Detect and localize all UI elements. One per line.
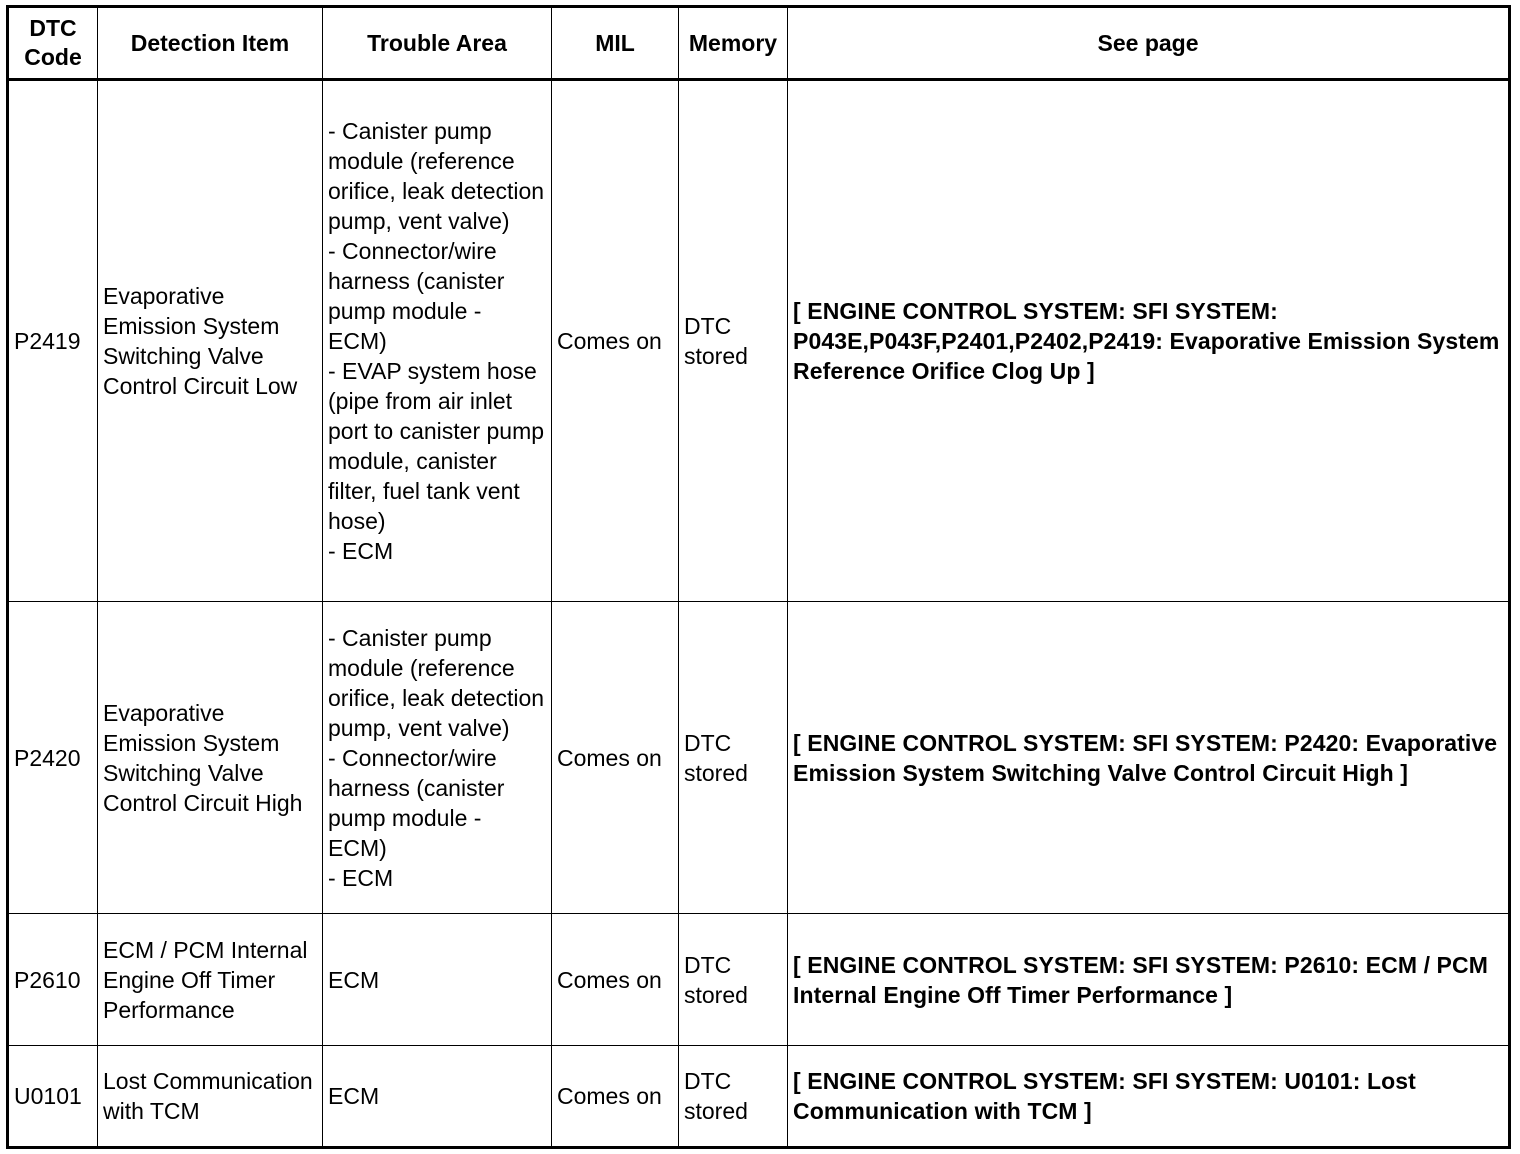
- trouble-area-line: - ECM: [328, 864, 394, 891]
- table-row: [8, 1046, 1510, 1148]
- trouble-area-cell: [323, 602, 552, 914]
- detection-item-cell: Lost Communication with TCM: [98, 1046, 323, 1148]
- dtc-table: [6, 5, 1511, 1149]
- see-page-link[interactable]: [ ENGINE CONTROL SYSTEM: SFI SYSTEM: U0101: Lost Communication with TCM ]: [788, 1046, 1510, 1148]
- trouble-area-line: - ECM: [328, 538, 394, 564]
- trouble-area-line: ECM: [328, 966, 380, 993]
- memory-cell: DTC stored: [679, 914, 788, 1046]
- trouble-area-line: - Canister pump module (reference orifice, leak detection pump, vent valve): [328, 118, 545, 234]
- header-detection-item: Detection Item: [98, 7, 323, 80]
- memory-cell: DTC stored: [679, 1046, 788, 1148]
- table-row: [8, 602, 1510, 914]
- memory-cell: DTC stored: [679, 602, 788, 914]
- dtc-code-cell: P2610: [8, 914, 98, 1046]
- trouble-area-line: ECM: [328, 1083, 380, 1109]
- header-mil: MIL: [552, 7, 679, 80]
- trouble-area-cell: [323, 914, 552, 1046]
- mil-cell: Comes on: [552, 80, 679, 602]
- header-memory: Memory: [679, 7, 788, 80]
- table-row: [8, 914, 1510, 1046]
- header-see-page: See page: [788, 7, 1510, 80]
- header-dtc-code: DTC Code: [8, 7, 98, 80]
- trouble-area-cell: [323, 1046, 552, 1148]
- see-page-link[interactable]: [ ENGINE CONTROL SYSTEM: SFI SYSTEM: P2610: ECM / PCM Internal Engine Off Timer Performance ]: [788, 914, 1510, 1046]
- trouble-area-line: - Connector/wire harness (canister pump module - ECM): [328, 744, 505, 861]
- trouble-area-line: - EVAP system hose (pipe from air inlet port to canister pump module, canister filter, fuel tank vent hose): [328, 358, 545, 534]
- mil-cell: Comes on: [552, 1046, 679, 1148]
- trouble-area-line: - Connector/wire harness (canister pump module - ECM): [328, 238, 505, 354]
- detection-item-cell: ECM / PCM Internal Engine Off Timer Performance: [98, 914, 323, 1046]
- memory-cell: DTC stored: [679, 80, 788, 602]
- detection-item-cell: Evaporative Emission System Switching Valve Control Circuit Low: [98, 80, 323, 602]
- mil-cell: Comes on: [552, 602, 679, 914]
- detection-item-cell: Evaporative Emission System Switching Valve Control Circuit High: [98, 602, 323, 914]
- table-row: [8, 80, 1510, 602]
- dtc-code-cell: U0101: [8, 1046, 98, 1148]
- header-row: [8, 7, 1510, 80]
- mil-cell: Comes on: [552, 914, 679, 1046]
- dtc-code-cell: P2419: [8, 80, 98, 602]
- trouble-area-line: - Canister pump module (reference orifice, leak detection pump, vent valve): [328, 624, 545, 741]
- see-page-link[interactable]: [ ENGINE CONTROL SYSTEM: SFI SYSTEM: P043E,P043F,P2401,P2402,P2419: Evaporative Emission System Reference Orifice Clog Up ]: [788, 80, 1510, 602]
- header-trouble-area: Trouble Area: [323, 7, 552, 80]
- dtc-code-cell: P2420: [8, 602, 98, 914]
- trouble-area-cell: [323, 80, 552, 602]
- see-page-link[interactable]: [ ENGINE CONTROL SYSTEM: SFI SYSTEM: P2420: Evaporative Emission System Switching Valve Control Circuit High ]: [788, 602, 1510, 914]
